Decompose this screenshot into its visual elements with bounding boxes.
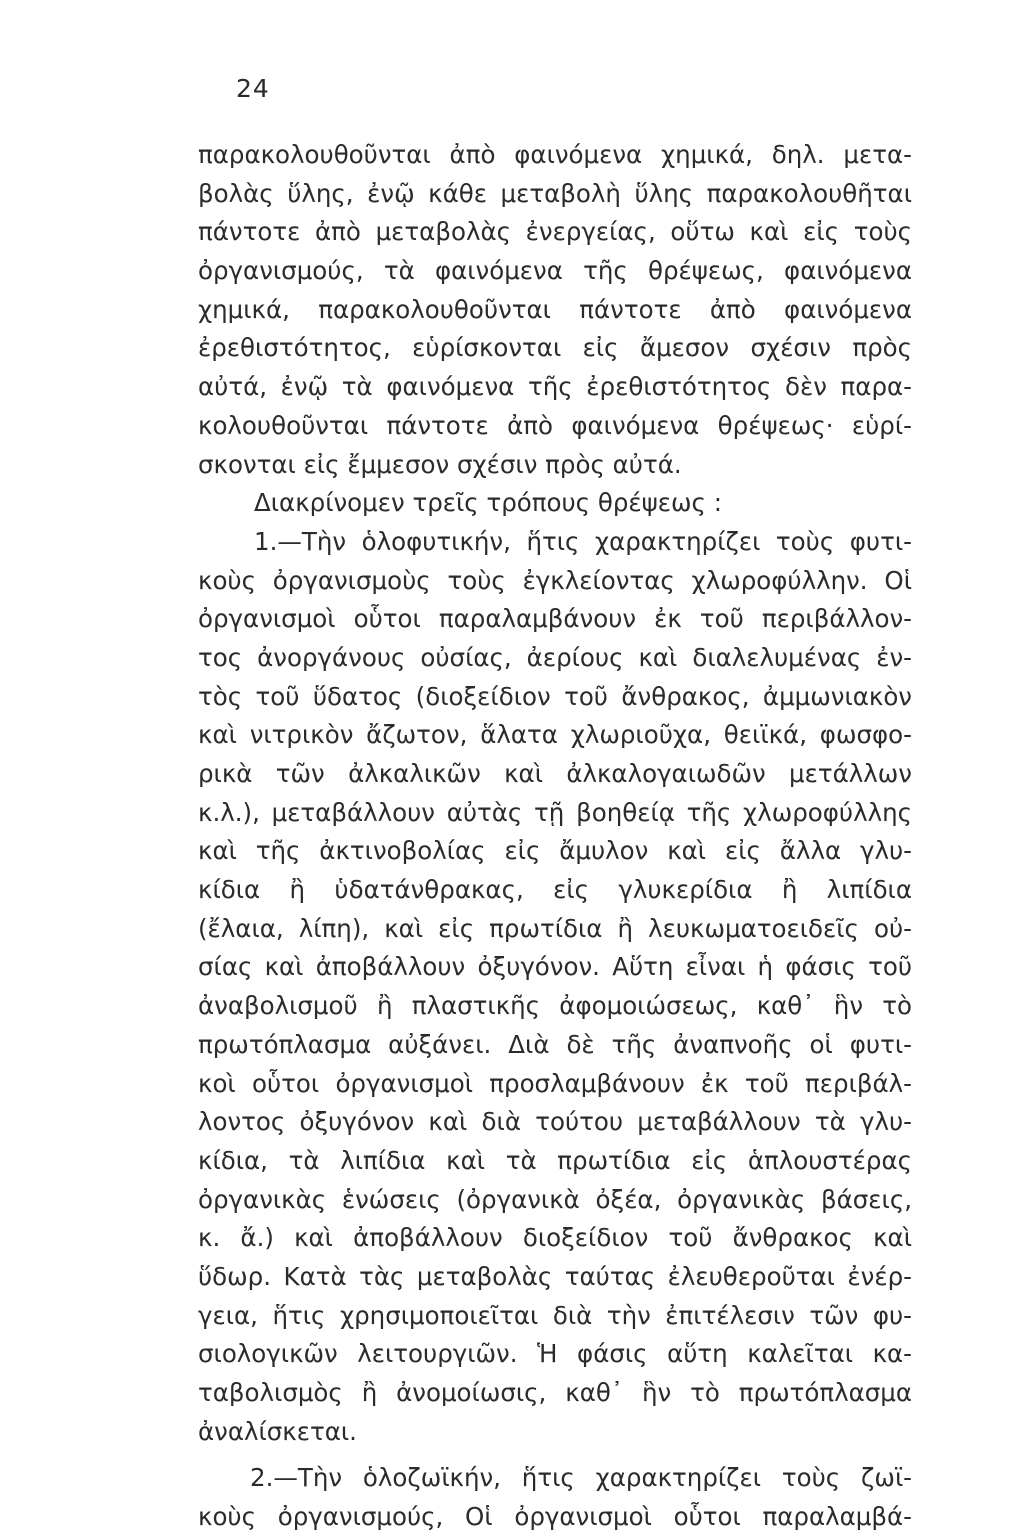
text-line: ὀργανικὰς ἑνώσεις (ὀργανικὰ ὀξέα, ὀργανικὰς βάσεις, xyxy=(198,1184,912,1214)
body-text xyxy=(198,136,912,1537)
text-line: κοὺς ὀργανισμοὺς τοὺς ἐγκλείοντας χλωροφύλλην. Οἱ xyxy=(198,565,912,595)
text-line: πάντοτε ἀπὸ μεταβολὰς ἐνεργείας, οὕτω καὶ εἰς τοὺς xyxy=(198,217,912,247)
text-line: ὀργανισμούς, τὰ φαινόμενα τῆς θρέψεως, φαινόμενα xyxy=(198,256,912,286)
text-line: σιολογικῶν λειτουργιῶν. Ἡ φάσις αὕτη καλεῖται κα- xyxy=(198,1339,912,1369)
text-line: τος ἀνοργάνους οὐσίας, ἀερίους καὶ διαλελυμένας ἐν- xyxy=(198,642,912,672)
text-line: ἐρεθιστότητος, εὑρίσκονται εἰς ἄμεσον σχέσιν πρὸς xyxy=(198,333,912,363)
text-line: πρωτόπλασμα αὐξάνει. Διὰ δὲ τῆς ἀναπνοῆς οἱ φυτι- xyxy=(198,1029,912,1059)
text-line: ὀργανισμοὶ οὗτοι παραλαμβάνουν ἐκ τοῦ περιβάλλον- xyxy=(198,604,912,634)
text-line: χημικά, παρακολουθοῦνται πάντοτε ἀπὸ φαινόμενα xyxy=(198,294,912,324)
text-line: κίδια, τὰ λιπίδια καὶ τὰ πρωτίδια εἰς ἁπλουστέρας xyxy=(198,1145,912,1175)
text-line: ἀναβολισμοῦ ἢ πλαστικῆς ἀφομοιώσεως, καθ᾽ ἣν τὸ xyxy=(198,991,912,1021)
text-line: 1.—Τὴν ὁλοφυτικήν, ἥτις χαρακτηρίζει τοὺς φυτι- xyxy=(254,526,912,556)
paragraph-gap xyxy=(198,1451,912,1459)
text-line: τὸς τοῦ ὕδατος (διοξείδιον τοῦ ἄνθρακος, ἀμμωνιακὸν xyxy=(198,681,912,711)
text-line: κολουθοῦνται πάντοτε ἀπὸ φαινόμενα θρέψεως· εὑρί- xyxy=(198,410,912,440)
text-line: ρικὰ τῶν ἀλκαλικῶν καὶ ἀλκαλογαιωδῶν μετάλλων xyxy=(198,759,912,788)
text-line: ἀναλίσκεται. xyxy=(198,1416,357,1446)
text-line: 2.—Τὴν ὁλοζωϊκήν, ἥτις χαρακτηρίζει τοὺς ζωϊ- xyxy=(250,1463,912,1493)
text-line: σκονται εἰς ἔμμεσον σχέσιν πρὸς αὐτά. xyxy=(198,449,682,479)
text-line: (ἔλαια, λίπη), καὶ εἰς πρωτίδια ἢ λευκωματοειδεῖς οὐ- xyxy=(198,913,912,943)
text-line: ταβολισμὸς ἢ ἀνομοίωσις, καθ᾽ ἣν τὸ πρωτόπλασμα xyxy=(198,1378,912,1407)
text-line: καὶ νιτρικὸν ἄζωτον, ἅλατα χλωριοῦχα, θειϊκά, φωσφο- xyxy=(198,720,912,750)
text-line: παρακολουθοῦνται ἀπὸ φαινόμενα χημικά, δηλ. μετα- xyxy=(198,140,912,169)
text-line: καὶ τῆς ἀκτινοβολίας εἰς ἄμυλον καὶ εἰς ἄλλα γλυ- xyxy=(198,836,912,866)
text-line: κ.λ.), μεταβάλλουν αὐτὰς τῇ βοηθείᾳ τῆς χλωροφύλλης xyxy=(198,797,912,827)
text-line: λοντος ὀξυγόνον καὶ διὰ τούτου μεταβάλλουν τὰ γλυ- xyxy=(198,1107,912,1137)
text-line: Διακρίνομεν τρεῖς τρόπους θρέψεως : xyxy=(254,488,722,518)
text-line: ὕδωρ. Κατὰ τὰς μεταβολὰς ταύτας ἐλευθεροῦται ἐνέρ- xyxy=(198,1261,912,1291)
text-line: γεια, ἥτις χρησιμοποιεῖται διὰ τὴν ἐπιτέλεσιν τῶν φυ- xyxy=(198,1300,912,1330)
text-line: αὐτά, ἐνῷ τὰ φαινόμενα τῆς ἐρεθιστότητος δὲν παρα- xyxy=(198,372,912,402)
text-line: κοὺς ὀργανισμούς, Οἱ ὀργανισμοὶ οὗτοι παραλαμβά- xyxy=(198,1502,912,1532)
text-line: κίδια ἢ ὑδατάνθρακας, εἰς γλυκερίδια ἢ λιπίδια xyxy=(198,875,912,905)
text-line: βολὰς ὕλης, ἐνῷ κάθε μεταβολὴ ὕλης παρακολουθῆται xyxy=(198,178,912,208)
text-line: κοὶ οὗτοι ὀργανισμοὶ προσλαμβάνουν ἐκ τοῦ περιβάλ- xyxy=(198,1068,912,1098)
text-line: σίας καὶ ἀποβάλλουν ὀξυγόνον. Αὕτη εἶναι ἡ φάσις τοῦ xyxy=(198,952,912,982)
text-line: κ. ἄ.) καὶ ἀποβάλλουν διοξείδιον τοῦ ἄνθρακος καὶ xyxy=(198,1223,912,1253)
page-number: 24 xyxy=(236,74,270,103)
